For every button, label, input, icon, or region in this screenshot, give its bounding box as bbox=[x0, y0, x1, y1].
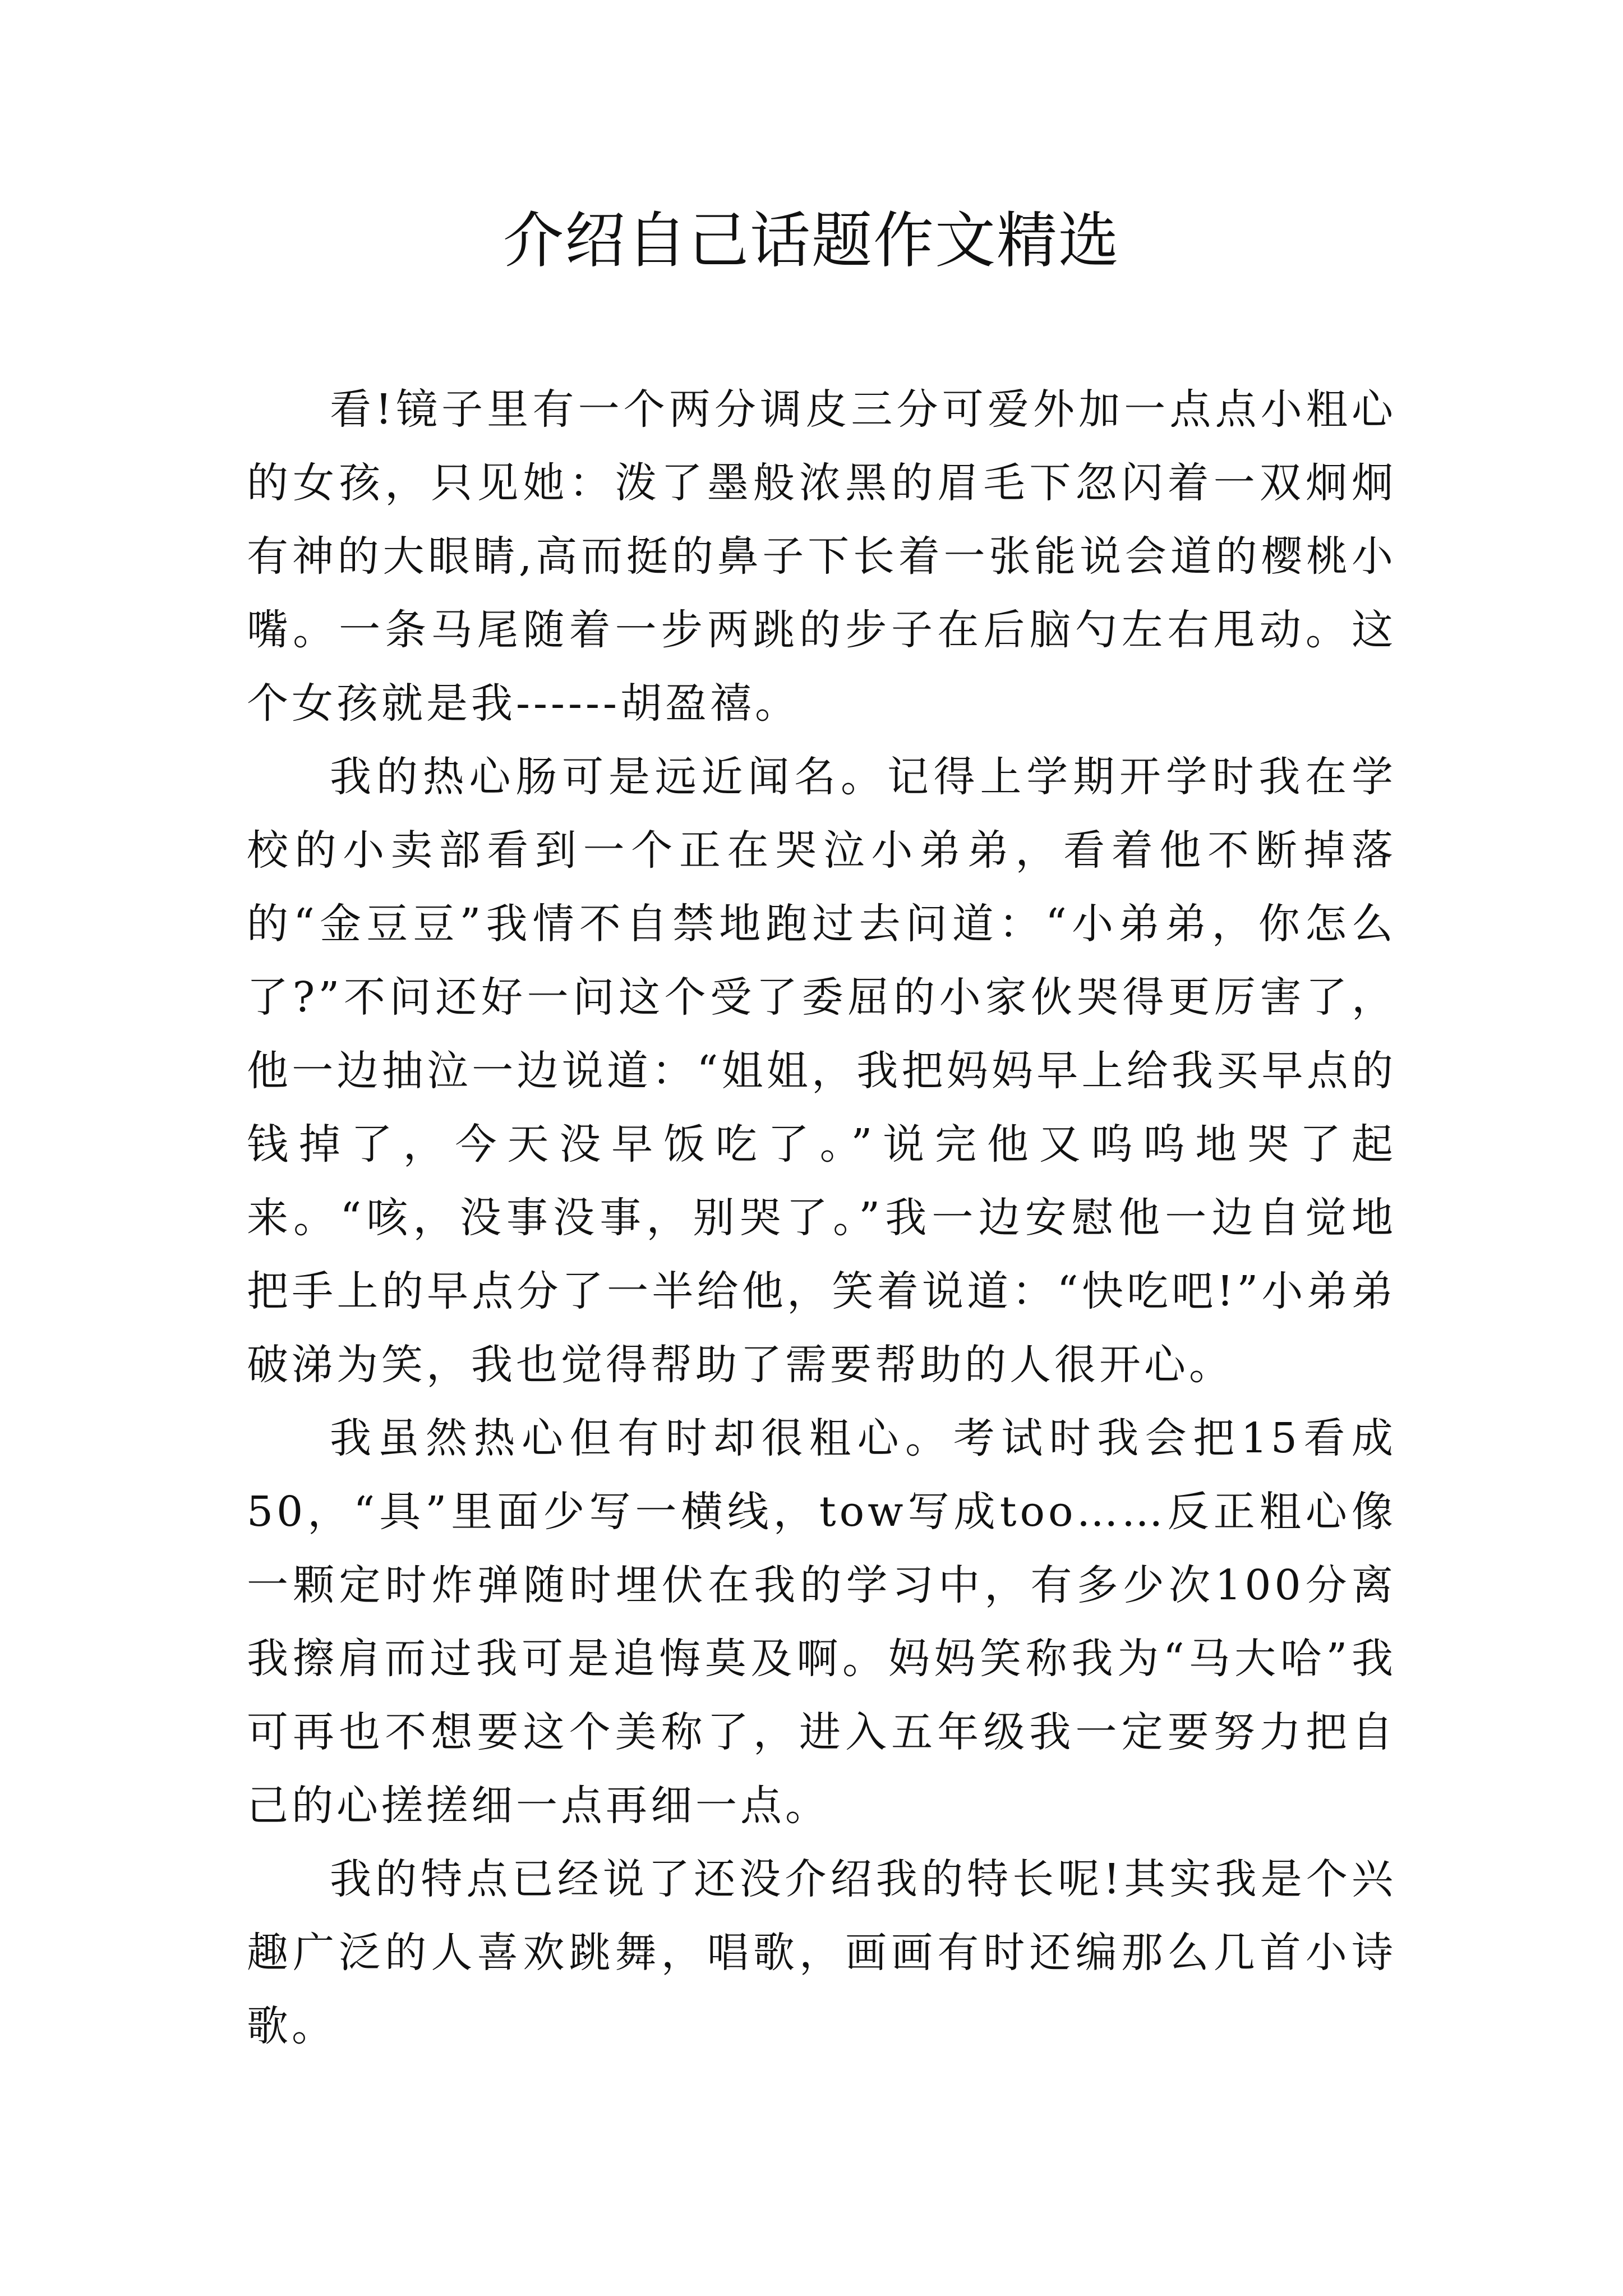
paragraph-1: 看!镜子里有一个两分调皮三分可爱外加一点点小粗心的女孩，只见她：泼了墨般浓黑的眉毛下忽闪着一双炯炯有神的大眼睛,高而挺的鼻子下长着一张能说会道的樱桃小嘴。一条马尾随着一步两跳的步子在后脑勺左右甩动。这个女孩就是我------胡盈禧。 bbox=[247, 385, 1396, 728]
paragraph-4: 我的特点已经说了还没介绍我的特长呢!其实我是个兴趣广泛的人喜欢跳舞，唱歌，画画有时还编那么几首小诗歌。 bbox=[247, 1855, 1396, 2050]
document-body bbox=[247, 373, 1396, 2063]
document-title: 介绍自己话题作文精选 bbox=[502, 206, 1120, 276]
paragraph-3: 我虽然热心但有时却很粗心。考试时我会把15看成50，“具”里面少写一横线，tow写成too……反正粗心像一颗定时炸弹随时埋伏在我的学习中，有多少次100分离我擦肩而过我可是追悔莫及啊。妈妈笑称我为“马大哈”我可再也不想要这个美称了，进入五年级我一定要努力把自己的心搓搓细一点再细一点。 bbox=[247, 1414, 1396, 1830]
paragraph-2: 我的热心肠可是远近闻名。记得上学期开学时我在学校的小卖部看到一个正在哭泣小弟弟，看着他不断掉落的“金豆豆”我情不自禁地跑过去问道：“小弟弟，你怎么了?”不问还好一问这个受了委屈的小家伙哭得更厉害了，他一边抽泣一边说道：“姐姐，我把妈妈早上给我买早点的钱掉了，今天没早饭吃了。”说完他又呜呜地哭了起来。“咳，没事没事，别哭了。”我一边安慰他一边自觉地把手上的早点分了一半给他，笑着说道：“快吃吧!”小弟弟破涕为笑，我也觉得帮助了需要帮助的人很开心。 bbox=[247, 753, 1396, 1389]
